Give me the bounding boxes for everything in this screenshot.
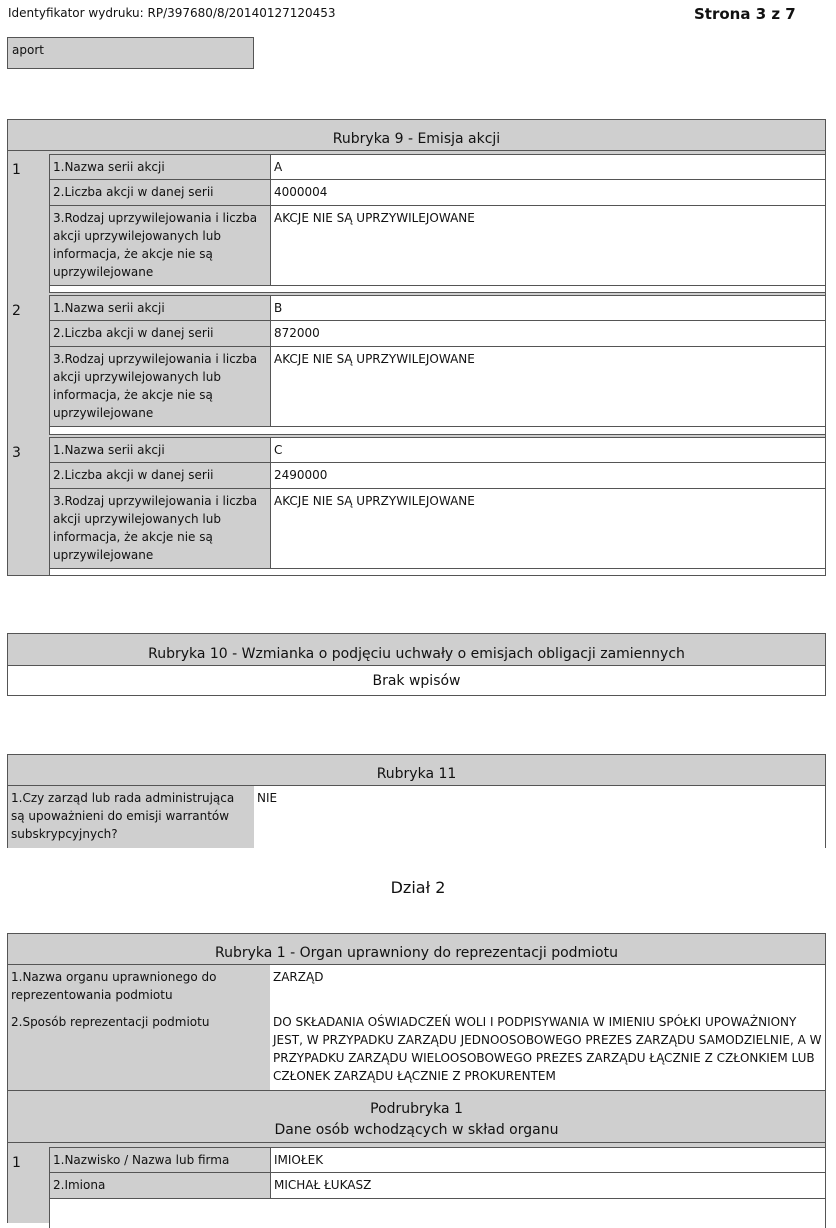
entry-spacer xyxy=(49,568,826,576)
field-value: AKCJE NIE SĄ UPRZYWILEJOWANE xyxy=(270,346,826,427)
field-value: DO SKŁADANIA OŚWIADCZEŃ WOLI I PODPISYWANIA W IMIENIU SPÓŁKI UPOWAŻNIONY JEST, W PRZYPADKU ZARZĄDU JEDNOOSOBOWEGO PREZES ZARZĄDU SAMODZIELNIE, A W PRZYPADKU ZARZĄDU WIELOOSOBOWEGO PREZES ZARZĄDU ŁĄCZNIE Z CZŁONKIEM LUB CZŁONEK ZARZĄDU ŁĄCZNIE Z PROKURENTEM xyxy=(270,1010,825,1091)
rubryka-11-title: Rubryka 11 xyxy=(8,755,825,786)
subsection-title xyxy=(8,1091,825,1143)
entry-spacer xyxy=(49,1198,826,1228)
field-label: 1.Nazwisko / Nazwa lub firma xyxy=(49,1147,271,1173)
d2-rubryka-1-title: Rubryka 1 - Organ uprawniony do reprezentacji podmiotu xyxy=(8,934,825,965)
field-label: 1.Nazwa serii akcji xyxy=(49,437,271,463)
entry-number: 1 xyxy=(12,162,21,178)
field-label: 3.Rodzaj uprzywilejowania i liczba akcji uprzywilejowanych lub informacja, że akcje nie są uprzywilejowane xyxy=(49,346,271,427)
entry-spacer xyxy=(49,285,826,293)
field-value: 2490000 xyxy=(270,462,826,489)
field-label: 3.Rodzaj uprzywilejowania i liczba akcji uprzywilejowanych lub informacja, że akcje nie są uprzywilejowane xyxy=(49,205,271,286)
field-label: 2.Liczba akcji w danej serii xyxy=(49,320,271,347)
field-value: IMIOŁEK xyxy=(270,1147,826,1173)
field-value: ZARZĄD xyxy=(270,965,825,1011)
field-value: A xyxy=(270,154,826,180)
d2-rubryka-1-table xyxy=(7,933,826,1223)
field-label: 1.Czy zarząd lub rada administrująca są upoważnieni do emisji warrantów subskrypcyjnych? xyxy=(8,786,255,848)
aport-cell: aport xyxy=(7,37,254,69)
field-value: B xyxy=(270,295,826,321)
field-value: C xyxy=(270,437,826,463)
no-entries-text: Brak wpisów xyxy=(372,673,461,689)
field-label: 2.Imiona xyxy=(49,1172,271,1199)
field-value: 4000004 xyxy=(270,179,826,206)
field-label: 3.Rodzaj uprzywilejowania i liczba akcji uprzywilejowanych lub informacja, że akcje nie są uprzywilejowane xyxy=(49,488,271,569)
rubryka-11-table xyxy=(7,754,826,848)
rubryka-9-title: Rubryka 9 - Emisja akcji xyxy=(8,120,825,151)
entry-spacer xyxy=(49,426,826,435)
print-identifier: Identyfikator wydruku: RP/397680/8/20140127120453 xyxy=(8,6,336,20)
page-indicator: Strona 3 z 7 xyxy=(694,5,796,23)
section-heading: Dział 2 xyxy=(390,878,446,897)
field-value: AKCJE NIE SĄ UPRZYWILEJOWANE xyxy=(270,205,826,286)
field-value: MICHAŁ ŁUKASZ xyxy=(270,1172,826,1199)
rubryka-9-table xyxy=(7,119,826,576)
entry-number: 1 xyxy=(12,1155,21,1171)
field-label: 1.Nazwa serii akcji xyxy=(49,154,271,180)
entry-number: 3 xyxy=(12,445,21,461)
entry-number: 2 xyxy=(12,303,21,319)
field-value: NIE xyxy=(254,786,825,848)
subsection-title-line-2: Dane osób wchodzących w skład organu xyxy=(274,1122,559,1138)
field-label: 2.Liczba akcji w danej serii xyxy=(49,179,271,206)
rubryka-10-title: Rubryka 10 - Wzmianka o podjęciu uchwały o emisjach obligacji zamiennych xyxy=(8,634,825,666)
field-value: 872000 xyxy=(270,320,826,347)
field-label: 1.Nazwa organu uprawnionego do reprezentowania podmiotu xyxy=(8,965,271,1011)
field-label: 2.Sposób reprezentacji podmiotu xyxy=(8,1010,271,1091)
rubryka-10-table xyxy=(7,633,826,696)
field-value: AKCJE NIE SĄ UPRZYWILEJOWANE xyxy=(270,488,826,569)
field-label: 2.Liczba akcji w danej serii xyxy=(49,462,271,489)
subsection-title-line-1: Podrubryka 1 xyxy=(370,1101,463,1117)
field-label: 1.Nazwa serii akcji xyxy=(49,295,271,321)
